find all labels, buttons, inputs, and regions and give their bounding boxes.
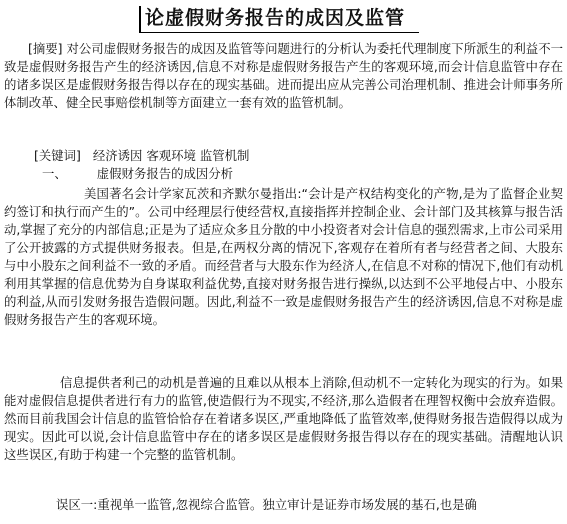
body-paragraph-3: 误区一:重视单一监管,忽视综合监管。独立审计是证券市场发展的基石,也是确 (56, 497, 477, 512)
document-title: 论虚假财务报告的成因及监管 (145, 7, 406, 29)
abstract-paragraph: [摘要] 对公司虚假财务报告的成因及监管等问题进行的分析认为委托代理制度下所派生的利益不一致是虚假财务报告产生的经济诱因,信息不对称是虚假财务报告产生的客观环境,而会计信息监管中存在的诸多误区是虚假财务报告得以存在的现实基础。进而提出应从完善公司治理机制、推进会计师事务所体制改革、健全民事赔偿机制等方面建立一套有效的监管机制。 (4, 41, 563, 110)
section-number: 一、 (42, 166, 67, 181)
keywords-label: [关键词] (34, 148, 81, 163)
keywords-value: 经济诱因 客观环境 监管机制 (92, 148, 250, 163)
title-underline (139, 32, 419, 33)
keywords-line (4, 147, 567, 165)
section-title: 虚假财务报告的成因分析 (96, 166, 234, 181)
section-heading (4, 165, 567, 183)
body-paragraph-1: 美国著名会计学家瓦茨和齐默尔曼指出:“会计是产权结构变化的产物,是为了监督企业契约签订和执行而产生的”。公司中经理层行使经营权,直接指挥并控制企业、会计部门及其核算与报告活动,掌握了充分的内部信息;正是为了适应众多且分散的中小投资者对会计信息的强烈需求,上市公司采用了公开披露的方式提供财务报表。但是,在两权分离的情况下,客观存在着所有者与经营者之间、大股东与中小股东之间利益不一致的矛盾。而经营者与大股东作为经济人,在信息不对称的情况下,他们有动机利用其掌握的信息优势为自身谋取利益优势,直接对财务报告进行操纵,以达到不公平地侵占中、小股东的利益,从而引发财务报告造假问题。因此,利益不一致是虚假财务报告产生的经济诱因,信息不对称是虚假财务报告产生的客观环境。 (4, 186, 563, 327)
body-paragraph-2: 信息提供者利己的动机是普遍的且难以从根本上消除,但动机不一定转化为现实的行为。如果能对虚假信息提供者进行有力的监管,使造假行为不现实,不经济,那么造假者在理智权衡中会放弃造假。然而目前我国会计信息的监管恰恰存在着诸多误区,严重地降低了监管效率,使得财务报告造假得以成为现实。因此可以说,会计信息监管中存在的诸多误区是虚假财务报告得以存在的现实基础。清醒地认识这些误区,有助于构建一个完整的监管机制。 (4, 375, 563, 462)
title-marker-bar (139, 6, 141, 32)
